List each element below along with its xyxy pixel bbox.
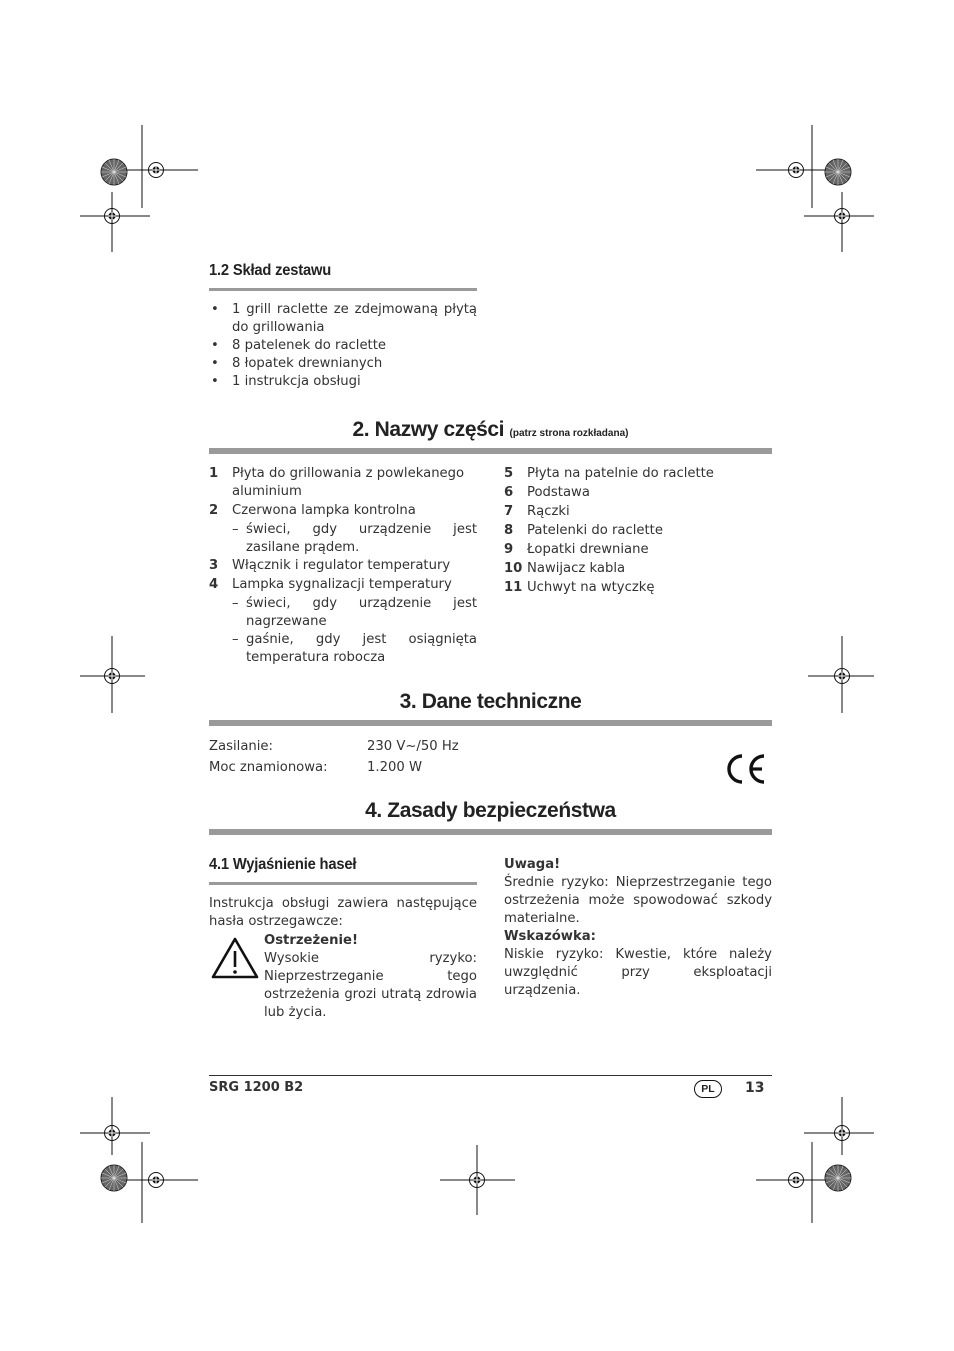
spec-value: 1.200 W [367, 760, 422, 775]
part-item: 3 Włącznik i regulator temperatury [209, 558, 451, 573]
section-1-2-rule [209, 288, 477, 291]
hint-text: Niskie ryzyko: Kwestie, które należy uwzględnić przy eksploatacji urządzenia. [504, 947, 772, 998]
section-4-1-heading: 4.1 Wyjaśnienie haseł [209, 856, 357, 873]
ce-mark-icon [724, 752, 768, 786]
part-item: 9 Łopatki drewniane [504, 542, 649, 557]
spec-label: Moc znamionowa: [209, 760, 328, 775]
section-2-note: (patrz strona rozkładana) [509, 428, 629, 439]
part-subitem: – świeci, gdy urządzenie jest zasilane prądem. [232, 522, 477, 555]
section-4-heading: 4. Zasady bezpieczeństwa [365, 799, 616, 822]
part-item: 10 Nawijacz kabla [504, 561, 626, 576]
part-item: 6 Podstawa [504, 485, 590, 500]
section-2-title: 2. Nazwy części [352, 418, 505, 441]
spec-label: Zasilanie: [209, 739, 273, 754]
section-4-rule [209, 829, 772, 835]
warning-triangle-icon [210, 936, 260, 980]
footer-model: SRG 1200 B2 [209, 1080, 304, 1095]
section-2-heading [209, 418, 772, 442]
part-subitem: – gaśnie, gdy jest osiągnięta temperatura robocza [232, 632, 477, 665]
footer-rule [209, 1075, 772, 1076]
list-item: • 8 łopatek drewnianych [209, 355, 477, 373]
section-4-1-rule [209, 882, 477, 885]
section-1-2-heading: 1.2 Skład zestawu [209, 262, 332, 279]
part-subitem: – świeci, gdy urządzenie jest nagrzewane [232, 596, 477, 629]
list-item: • 1 grill raclette ze zdejmowaną płytą do grillowania [209, 301, 477, 337]
section-3-rule [209, 720, 772, 726]
signal-words-intro: Instrukcja obsługi zawiera następujące hasła ostrzegawcze: [209, 896, 477, 929]
part-item: 5 Płyta na patelnie do raclette [504, 466, 714, 481]
warning-text: Wysokie ryzyko: Nieprzestrzeganie tego ostrzeżenia grozi utratą zdrowia lub życia. [264, 951, 477, 1020]
parts-list-left [209, 465, 477, 667]
section-2-rule [209, 448, 772, 454]
section-3-heading: 3. Dane techniczne [399, 690, 582, 713]
part-item: 7 Rączki [504, 504, 570, 519]
list-item: • 1 instrukcja obsługi [209, 373, 477, 391]
language-code: PL [701, 1083, 715, 1095]
list-item: • 8 patelenek do raclette [209, 337, 477, 355]
caution-text: Średnie ryzyko: Nieprzestrzeganie tego ostrzeżenia może spowodować szkody materialne. [504, 875, 772, 926]
part-item: 4 Lampka sygnalizacji temperatury [209, 577, 452, 592]
warning-title: Ostrzeżenie! [264, 933, 358, 948]
spec-value: 230 V~/50 Hz [367, 739, 459, 754]
part-item: 8 Patelenki do raclette [504, 523, 663, 538]
language-badge [694, 1080, 722, 1098]
contents-list [209, 301, 477, 391]
part-item: 11 Uchwyt na wtyczkę [504, 580, 655, 595]
part-item: 1 Płyta do grillowania z powlekanego aluminium [209, 466, 465, 499]
hint-title: Wskazówka: [504, 929, 596, 944]
page-number: 13 [745, 1080, 765, 1096]
parts-list-right [504, 465, 772, 598]
caution-title: Uwaga! [504, 857, 561, 872]
part-item: 2 Czerwona lampka kontrolna [209, 503, 416, 518]
